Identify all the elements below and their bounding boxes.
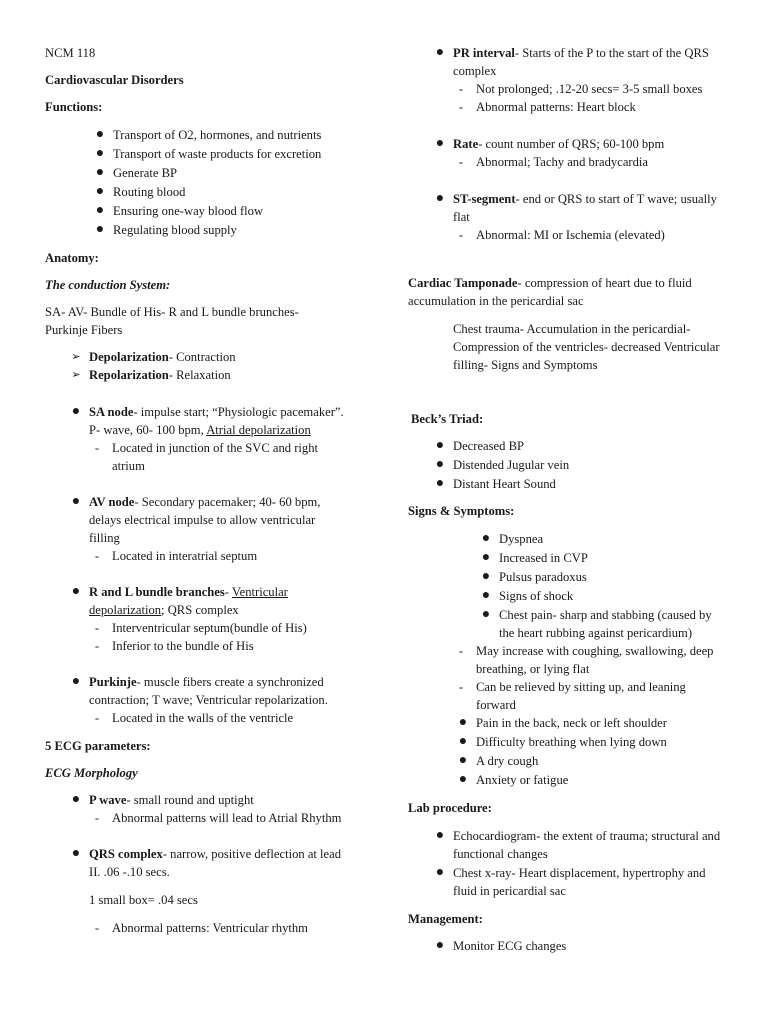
sa-node-item: ● SA node- impulse start; “Physiologic pacemaker”. P- wave, 60- 100 bpm, Atrial depolarization - Located in junction of the SVC and right atrium: [89, 403, 349, 475]
ecg-parameters-heading: 5 ECG parameters:: [45, 739, 151, 753]
list-item: ● Pain in the back, neck or left shoulder: [476, 714, 726, 732]
bullet-icon: ●: [435, 938, 445, 953]
conduction-text: SA- AV- Bundle of His- R and L bundle brunches- Purkinje Fibers: [45, 305, 299, 337]
bullet-icon: ●: [71, 792, 81, 807]
bullet-icon: ●: [71, 584, 81, 599]
course-code: NCM 118: [45, 46, 96, 60]
sub-item: - Abnormal; Tachy and bradycardia: [458, 155, 648, 169]
signs-symptoms-list: [481, 530, 729, 642]
polarization-list: [71, 348, 365, 384]
bullet-icon: ●: [458, 753, 468, 768]
list-item: ● Dyspnea: [499, 530, 729, 548]
list-item: ➢ Depolarization- Contraction: [89, 348, 365, 366]
ecg-morphology-heading: ECG Morphology: [45, 766, 138, 780]
bullet-icon: ●: [71, 674, 81, 689]
becks-triad-list: [435, 437, 726, 493]
list-item: ● Chest x-ray- Heart displacement, hypertrophy and fluid in pericardial sac: [453, 864, 728, 900]
list-item: ● Routing blood: [113, 183, 365, 201]
list-item: ➢ Repolarization- Relaxation: [89, 366, 365, 384]
sub-item: - Abnormal patterns will lead to Atrial Rhythm: [94, 811, 342, 825]
list-item: ● Regulating blood supply: [113, 221, 365, 239]
bullet-icon: ●: [435, 438, 445, 453]
signs-symptoms-notes: [458, 642, 726, 714]
bullet-icon: ●: [435, 828, 445, 843]
arrow-bullet-icon: ➢: [71, 369, 81, 381]
sub-item: - Abnormal patterns: Ventricular rhythm: [94, 921, 308, 935]
management-list: [435, 937, 726, 955]
cardiac-tamponade-definition: Cardiac Tamponade- compression of heart due to fluid accumulation in the pericardial sac: [408, 276, 692, 308]
bullet-icon: ●: [458, 715, 468, 730]
functions-list: [95, 126, 365, 239]
list-item: ● Ensuring one-way blood flow: [113, 202, 365, 220]
list-item: ● Transport of waste products for excretion: [113, 145, 365, 163]
list-item: ● Transport of O2, hormones, and nutrients: [113, 126, 365, 144]
sub-item: - Not prolonged; .12-20 secs= 3-5 small boxes: [458, 82, 703, 96]
bullet-icon: ●: [95, 127, 105, 142]
management-heading: Management:: [408, 912, 483, 926]
bullet-icon: ●: [435, 191, 445, 206]
ecg-morphology-list: [71, 791, 349, 881]
list-item: ● Chest pain- sharp and stabbing (caused by the heart rubbing against pericardium): [499, 606, 729, 642]
conduction-heading: The conduction System:: [45, 278, 171, 292]
list-item: ● A dry cough: [476, 752, 726, 770]
bullet-icon: ●: [481, 531, 491, 546]
av-node-item: ● AV node- Secondary pacemaker; 40- 60 bpm, delays electrical impulse to allow ventricular filling - Located in interatrial septum: [89, 493, 349, 565]
sub-item: - Abnormal: MI or Ischemia (elevated): [458, 228, 665, 242]
bullet-icon: ●: [95, 146, 105, 161]
right-column: [408, 44, 726, 955]
list-item: ● Anxiety or fatigue: [476, 771, 726, 789]
anatomy-heading: Anatomy:: [45, 251, 99, 265]
bullet-icon: ●: [95, 165, 105, 180]
sub-item: - Abnormal patterns: Heart block: [458, 100, 636, 114]
bullet-icon: ●: [95, 184, 105, 199]
list-item: ● Distended Jugular vein: [453, 456, 726, 474]
list-item: ● Monitor ECG changes: [453, 937, 726, 955]
tamponade-flow: Chest trauma- Accumulation in the pericardial- Compression of the ventricles- decreased Ventricular filling- Signs and Symptoms: [453, 322, 720, 372]
pr-interval-item: ● PR interval- Starts of the P to the start of the QRS complex - Not prolonged; .12-20 secs= 3-5 small boxes - Abnormal patterns: Heart block: [453, 44, 733, 116]
bullet-icon: ●: [435, 457, 445, 472]
bullet-icon: ●: [481, 607, 491, 622]
bullet-icon: ●: [435, 476, 445, 491]
sub-item: - Located in interatrial septum: [94, 549, 258, 563]
rate-item: ● Rate- count number of QRS; 60-100 bpm - Abnormal; Tachy and bradycardia: [453, 135, 733, 171]
conduction-nodes-list: [71, 403, 349, 727]
qrs-complex-item: ● QRS complex- narrow, positive deflection at lead II. .06 -.10 secs.: [89, 845, 349, 881]
left-column: [45, 44, 365, 937]
page-title: Cardiovascular Disorders: [45, 73, 184, 87]
bullet-icon: ●: [71, 494, 81, 509]
bullet-icon: ●: [95, 203, 105, 218]
purkinje-item: ● Purkinje- muscle fibers create a synchronized contraction; T wave; Ventricular repolarization. - Located in the walls of the ventricle: [89, 673, 349, 727]
list-item: ● Distant Heart Sound: [453, 475, 726, 493]
st-segment-item: ● ST-segment- end or QRS to start of T wave; usually flat - Abnormal: MI or Ischemia (elevated): [453, 190, 733, 244]
bullet-icon: ●: [71, 404, 81, 419]
sub-item: - Inferior to the bundle of His: [94, 639, 254, 653]
signs-symptoms-heading: Signs & Symptoms:: [408, 504, 515, 518]
list-item: ● Signs of shock: [499, 587, 729, 605]
bullet-icon: ●: [458, 772, 468, 787]
bullet-icon: ●: [481, 569, 491, 584]
signs-symptoms-more: [458, 714, 726, 789]
sub-item: - Can be relieved by sitting up, and leaning forward: [458, 680, 686, 712]
sub-item: - Located in the walls of the ventricle: [94, 711, 294, 725]
bullet-icon: ●: [95, 222, 105, 237]
list-item: ● Difficulty breathing when lying down: [476, 733, 726, 751]
bullet-icon: ●: [435, 136, 445, 151]
sub-item: - Interventricular septum(bundle of His): [94, 621, 307, 635]
list-item: ● Pulsus paradoxus: [499, 568, 729, 586]
list-item: ● Decreased BP: [453, 437, 726, 455]
bullet-icon: ●: [481, 550, 491, 565]
ecg-intervals-list: [435, 44, 733, 244]
sub-item: - Located in junction of the SVC and right atrium: [94, 441, 319, 473]
bullet-icon: ●: [458, 734, 468, 749]
lab-procedure-list: [435, 827, 728, 900]
bullet-icon: ●: [435, 865, 445, 880]
list-item: ● Increased in CVP: [499, 549, 729, 567]
p-wave-item: ● P wave- small round and uptight - Abnormal patterns will lead to Atrial Rhythm: [89, 791, 349, 827]
bullet-icon: ●: [481, 588, 491, 603]
bundle-branches-item: ● R and L bundle branches- Ventricular depolarization; QRS complex - Interventricular septum(bundle of His) - Inferior to the bundle of His: [89, 583, 349, 655]
list-item: ● Generate BP: [113, 164, 365, 182]
list-item: ● Echocardiogram- the extent of trauma; structural and functional changes: [453, 827, 728, 863]
bullet-icon: ●: [435, 45, 445, 60]
small-box-note: 1 small box= .04 secs: [89, 893, 198, 907]
sub-item: - May increase with coughing, swallowing, deep breathing, or lying flat: [458, 644, 714, 676]
functions-heading: Functions:: [45, 100, 103, 114]
bullet-icon: ●: [71, 846, 81, 861]
becks-triad-heading: Beck’s Triad:: [411, 412, 484, 426]
lab-procedure-heading: Lab procedure:: [408, 801, 492, 815]
arrow-bullet-icon: ➢: [71, 351, 81, 363]
